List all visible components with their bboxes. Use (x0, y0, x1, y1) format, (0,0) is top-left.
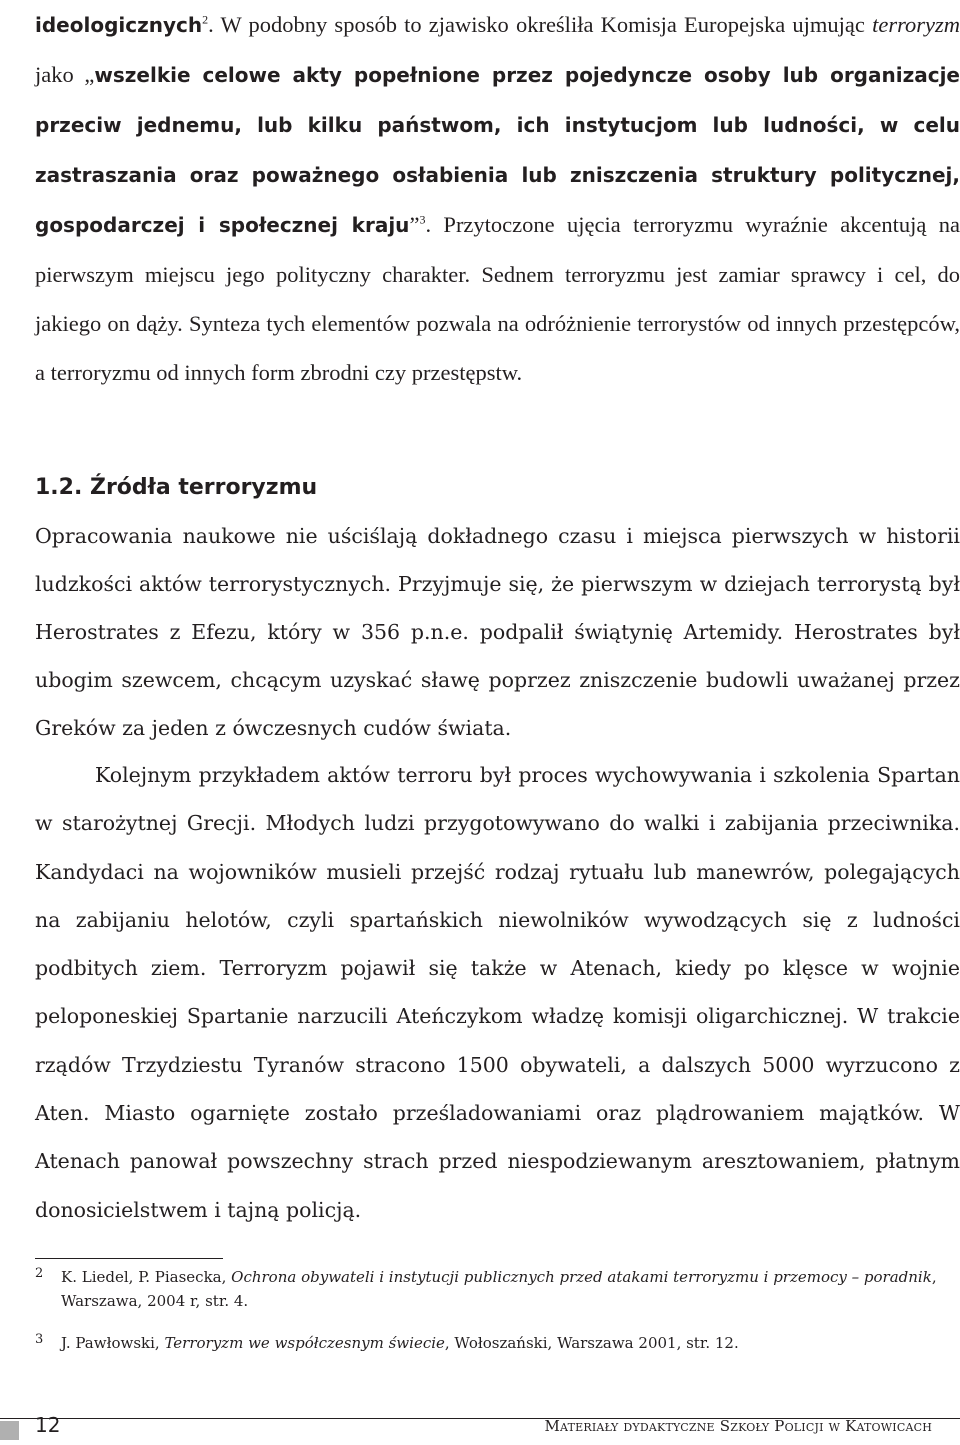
footnote-title: Terroryzm we współczesnym świecie (164, 1334, 445, 1352)
commission-definition-quote: wszelkie celowe akty popełnione przez pojedyncze osoby lub organizacje przeciw jednemu, lub kilku państwom, ich instytucjom lub ludności, w celu zastraszania oraz poważnego osłabienia lub zniszczenia struktury politycznej, gospodarczej i społecznej kraju (35, 63, 960, 237)
term-connector: jako „ (35, 62, 95, 87)
page-number: 12 (35, 1413, 61, 1437)
paragraph-lead: ideologicznych (35, 13, 203, 37)
footnote-2 (35, 1265, 960, 1313)
paragraph-rest: . Przytoczone ujęcia terroryzmu wyraźnie akcentują na pierwszym miejscu jego polityczny charakter. Sednem terroryzmu jest zamiar sprawcy i cel, do jakiego on dąży. Synteza tych elementów pozwala na odróżnienie terrorystów od innych przestępców, a terroryzmu od innych form zbrodni czy przestępstw. (35, 212, 960, 385)
footer-marker-square (0, 1421, 19, 1440)
footnote-text (61, 1265, 960, 1313)
footnote-3 (35, 1331, 960, 1355)
running-footer-title: Materiały dydaktyczne Szkoły Policji w Katowicach (544, 1417, 932, 1435)
footnote-author: K. Liedel, P. Piasecka, (61, 1268, 232, 1286)
term-italic: terroryzm (872, 12, 960, 37)
paragraph-definition (35, 0, 960, 397)
footnote-publication-info: , Wołoszański, Warszawa 2001, str. 12. (444, 1334, 739, 1352)
footnote-title: Ochrona obywateli i instytucji publicznych przed atakami terroryzmu i przemocy – poradnik (231, 1268, 932, 1286)
footnote-author: J. Pawłowski, (61, 1334, 165, 1352)
footnote-text (61, 1331, 960, 1355)
footnote-number: 2 (35, 1266, 44, 1281)
section-heading: 1.2. Źródła terroryzmu (35, 475, 318, 500)
paragraph-sparta-athens: Kolejnym przykładem aktów terroru był proces wychowywania i szkolenia Spartan w starożytnej Grecji. Młodych ludzi przygotowywano do walki i zabijania przeciwnika. Kandydaci na wojowników musieli przejść rodzaj rytuału lub manewrów, polegających na zabijaniu helotów, czyli spartańskich niewolników wywodzących się z ludności podbitych ziem. Terroryzm pojawił się także w Atenach, kiedy po klęsce w wojnie peloponeskiej Spartanie narzucili Ateńczykom władzę komisji oligarchicznej. W trakcie rządów Trzydziestu Tyranów stracono 1500 obywateli, a dalszych 5000 wyrzucono z Aten. Miasto ogarnięte zostało prześladowaniami oraz plądrowaniem majątków. W Atenach panował powszechny strach przed niespodziewanym aresztowaniem, płatnym donosicielstwem i tajną policją. (35, 763, 960, 1222)
footnote-number: 3 (35, 1332, 44, 1347)
paragraph-intro: . W podobny sposób to zjawisko określiła Komisja Europejska ujmując (208, 12, 873, 37)
footnote-separator (35, 1258, 223, 1259)
paragraph-herostrates: Opracowania naukowe nie uściślają dokładnego czasu i miejsca pierwszych w historii ludzkości aktów terrorystycznych. Przyjmuje się, że pierwszym w dziejach terrorystą był Herostrates z Efezu, który w 356 p.n.e. podpalił świątynię Artemidy. Herostrates był ubogim szewcem, chcącym uzyskać sławę poprzez zniszczenie budowli uważanej przez Greków za jeden z ówczesnych cudów świata. (35, 524, 960, 741)
footnote-ref-2: 2 (202, 12, 209, 27)
footnote-ref-3: 3 (419, 212, 426, 227)
quote-close: ” (409, 212, 420, 237)
footnote-publication-info: , Warszawa, 2004 r, str. 4. (61, 1268, 937, 1310)
